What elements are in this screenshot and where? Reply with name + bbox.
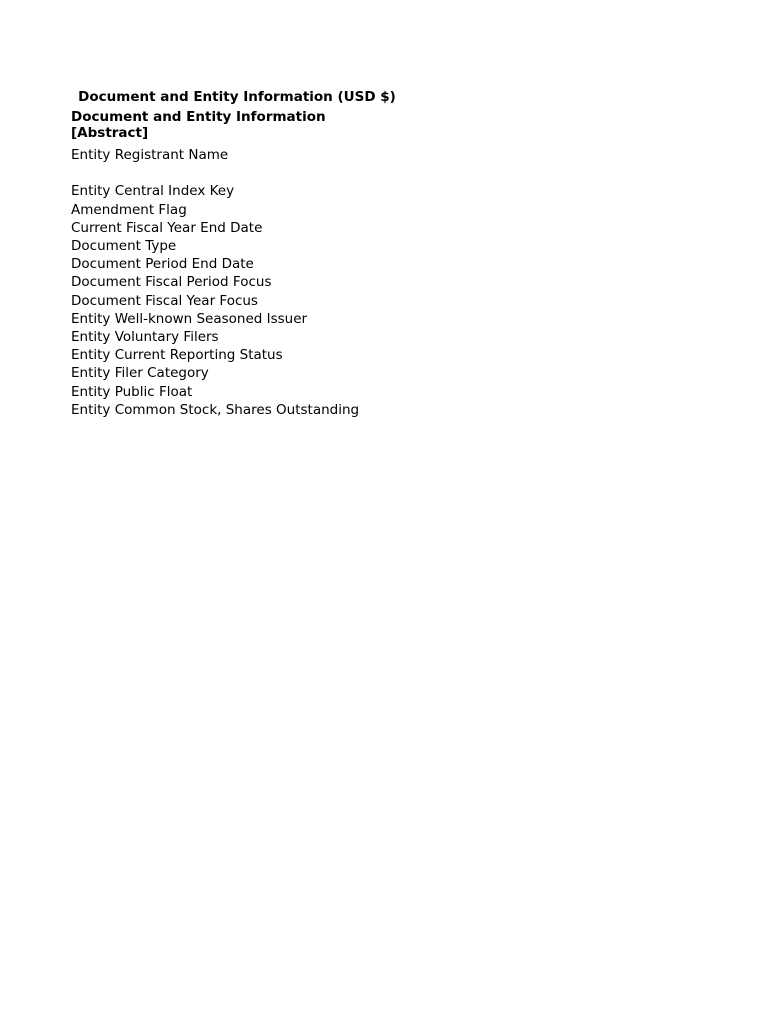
row-label-entity-public-float: Entity Public Float: [71, 383, 193, 400]
row-label-entity-central-index-key: Entity Central Index Key: [71, 183, 235, 200]
row-label-document-fiscal-year-focus: Document Fiscal Year Focus: [71, 292, 258, 309]
row-label-entity-well-known-seasoned-issuer: Entity Well-known Seasoned Issuer: [71, 310, 308, 327]
row-label-document-fiscal-period-focus: Document Fiscal Period Focus: [71, 274, 272, 291]
row-label-current-fiscal-year-end-date: Current Fiscal Year End Date: [71, 219, 263, 236]
row-label-document-period-end-date: Document Period End Date: [71, 256, 254, 273]
row-label-entity-common-stock-shares-outstanding: Entity Common Stock, Shares Outstanding: [71, 401, 360, 418]
row-label-document-type: Document Type: [71, 238, 177, 254]
row-label-entity-current-reporting-status: Entity Current Reporting Status: [71, 347, 283, 364]
row-label-entity-filer-category: Entity Filer Category: [71, 365, 209, 382]
table-header: Document and Entity Information (USD $): [78, 89, 396, 105]
row-label-amendment-flag: Amendment Flag: [71, 201, 187, 218]
section-heading: Document and Entity Information [Abstract]: [71, 109, 326, 141]
document-entity-table: [71, 90, 411, 419]
row-label-entity-registrant-name: Entity Registrant Name: [71, 147, 229, 163]
row-label-entity-voluntary-filers: Entity Voluntary Filers: [71, 329, 219, 346]
